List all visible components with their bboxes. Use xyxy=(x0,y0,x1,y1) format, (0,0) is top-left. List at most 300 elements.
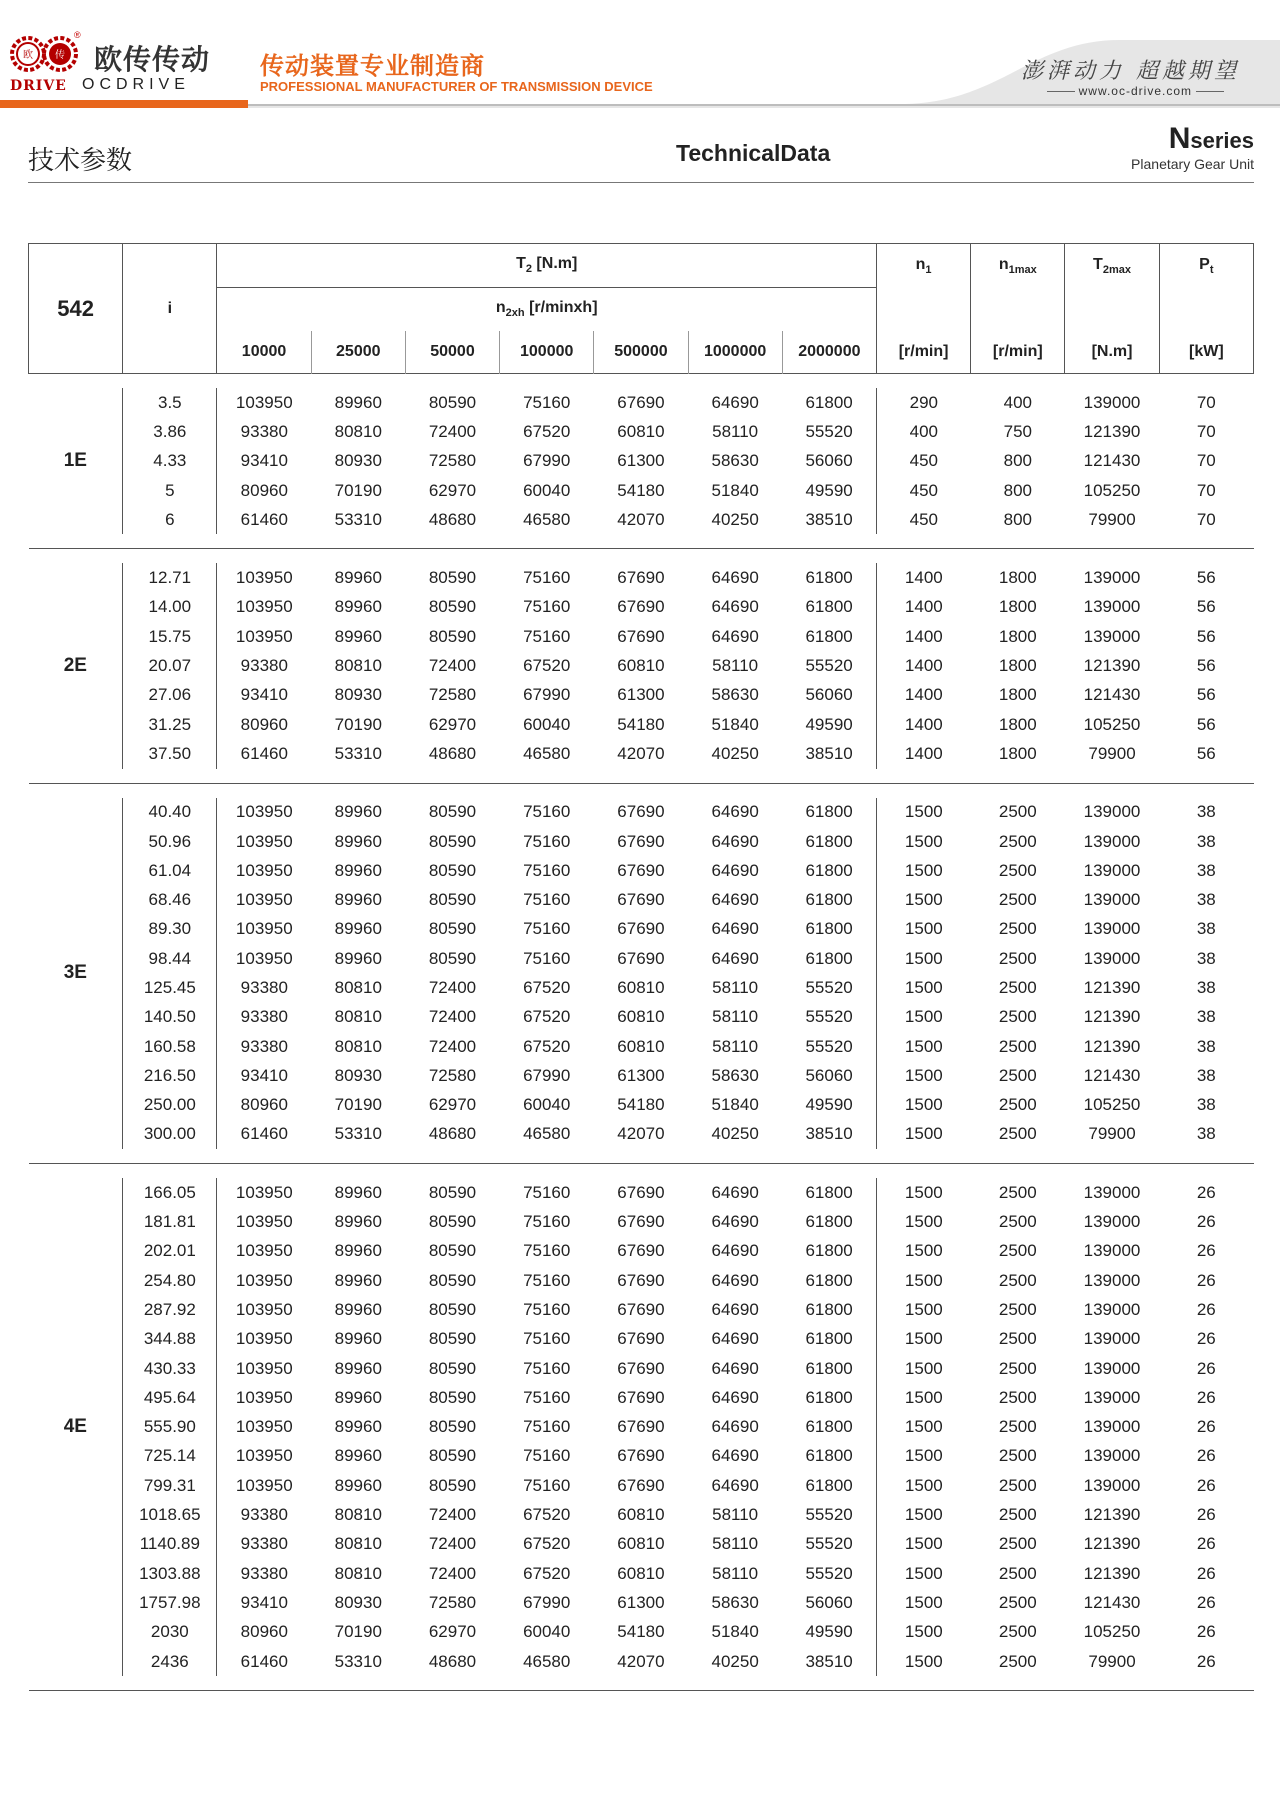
torque-cell: 62970 xyxy=(428,1095,477,1115)
table-row xyxy=(29,1559,1254,1588)
table-row xyxy=(29,447,1254,476)
pt-subscript: t xyxy=(1209,263,1214,276)
ratio-cell: 140.50 xyxy=(123,1003,217,1032)
spec-cell: 1500 xyxy=(876,1442,970,1471)
n2-subscript: 2xh xyxy=(505,307,525,320)
n1-unit: [r/min] xyxy=(876,331,970,374)
ratio-cell: 15.75 xyxy=(123,622,217,651)
torque-cell: 56060 xyxy=(805,451,853,471)
torque-cell: 64690 xyxy=(711,1358,759,1378)
torque-cell: 89960 xyxy=(334,1417,382,1437)
torque-cell: 75160 xyxy=(523,1299,571,1319)
torque-cell: 40250 xyxy=(711,743,759,763)
torque-cell: 55520 xyxy=(805,1534,853,1554)
ratio-cell: 3.86 xyxy=(123,417,217,446)
torque-cell: 58630 xyxy=(711,1065,759,1085)
spec-cell: 56 xyxy=(1196,656,1216,676)
spec-cell: 26 xyxy=(1196,1505,1216,1525)
torque-cell: 75160 xyxy=(523,626,571,646)
torque-cell: 93380 xyxy=(217,1032,311,1061)
table-row xyxy=(29,1588,1254,1617)
torque-cell: 67690 xyxy=(617,568,665,588)
spec-cell: 139000 xyxy=(1083,1329,1141,1349)
spec-cell: 1500 xyxy=(876,915,970,944)
torque-cell: 89960 xyxy=(334,392,382,412)
torque-cell: 80590 xyxy=(428,1241,477,1261)
ratio-cell: 5 xyxy=(123,476,217,505)
table-row xyxy=(29,1032,1254,1061)
stage-label: 2E xyxy=(63,655,87,677)
spec-cell: 38 xyxy=(1196,1036,1216,1056)
technical-data-table xyxy=(28,243,1254,1691)
torque-cell: 103950 xyxy=(217,885,311,914)
torque-cell: 67690 xyxy=(617,1475,665,1495)
ratio-cell: 89.30 xyxy=(123,915,217,944)
spec-cell: 2500 xyxy=(998,1651,1037,1671)
torque-cell: 93410 xyxy=(217,681,311,710)
torque-cell: 42070 xyxy=(617,1651,665,1671)
spec-cell: 56 xyxy=(1196,597,1216,617)
spec-cell: 1800 xyxy=(998,685,1037,705)
hours-header-1000000: 1000000 xyxy=(688,331,782,374)
torque-cell: 75160 xyxy=(523,1446,571,1466)
ratio-cell: 2436 xyxy=(123,1647,217,1676)
ratio-cell: 160.58 xyxy=(123,1032,217,1061)
torque-cell: 64690 xyxy=(711,1212,759,1232)
spec-cell: 1400 xyxy=(876,563,970,592)
spec-cell: 70 xyxy=(1196,421,1216,441)
ratio-cell: 495.64 xyxy=(123,1383,217,1412)
torque-cell: 72400 xyxy=(428,421,477,441)
torque-cell: 61800 xyxy=(805,1182,853,1202)
spec-cell: 1500 xyxy=(876,798,970,827)
spec-cell: 79900 xyxy=(1088,743,1136,763)
tagline-chinese: 传动装置专业制造商 xyxy=(260,52,485,80)
hours-header-10000: 10000 xyxy=(217,331,311,374)
spec-cell: 79900 xyxy=(1088,1651,1136,1671)
spec-cell: 1500 xyxy=(876,944,970,973)
torque-cell: 38510 xyxy=(805,1651,853,1671)
torque-cell: 67990 xyxy=(523,1065,571,1085)
table-row xyxy=(29,681,1254,710)
torque-cell: 103950 xyxy=(217,1178,311,1207)
spec-cell: 139000 xyxy=(1083,1446,1141,1466)
torque-cell: 89960 xyxy=(334,919,382,939)
spec-cell: 121390 xyxy=(1083,1036,1141,1056)
torque-cell: 80810 xyxy=(334,421,382,441)
title-divider xyxy=(28,182,1254,183)
table-row xyxy=(29,622,1254,651)
torque-cell: 60810 xyxy=(617,1007,665,1027)
spec-cell: 121430 xyxy=(1083,451,1141,471)
spec-cell: 139000 xyxy=(1083,802,1141,822)
torque-cell: 67690 xyxy=(617,802,665,822)
spec-cell: 56 xyxy=(1196,743,1216,763)
torque-cell: 55520 xyxy=(805,1007,853,1027)
torque-cell: 89960 xyxy=(334,1475,382,1495)
torque-cell: 60040 xyxy=(523,480,571,500)
torque-cell: 72580 xyxy=(428,1065,477,1085)
website-link[interactable]: www.oc-drive.com xyxy=(1043,84,1228,98)
ratio-cell: 344.88 xyxy=(123,1325,217,1354)
torque-cell: 103950 xyxy=(217,915,311,944)
ratio-cell: 1757.98 xyxy=(123,1588,217,1617)
torque-cell: 75160 xyxy=(523,890,571,910)
torque-cell: 60810 xyxy=(617,1036,665,1056)
spec-cell: 26 xyxy=(1196,1475,1216,1495)
torque-cell: 80960 xyxy=(217,476,311,505)
torque-cell: 56060 xyxy=(805,1065,853,1085)
torque-cell: 61800 xyxy=(805,1387,853,1407)
spec-cell: 1500 xyxy=(876,856,970,885)
torque-cell: 67690 xyxy=(617,597,665,617)
torque-cell: 103950 xyxy=(217,1207,311,1236)
torque-cell: 53310 xyxy=(334,1124,382,1144)
torque-cell: 67520 xyxy=(523,1036,571,1056)
torque-cell: 80810 xyxy=(334,977,382,997)
spec-cell: 2500 xyxy=(998,831,1037,851)
torque-cell: 67690 xyxy=(617,1387,665,1407)
ratio-cell: 68.46 xyxy=(123,885,217,914)
torque-cell: 75160 xyxy=(523,1212,571,1232)
spec-cell: 38 xyxy=(1196,802,1216,822)
torque-cell: 80590 xyxy=(428,802,477,822)
torque-cell: 64690 xyxy=(711,1299,759,1319)
spec-cell: 2500 xyxy=(998,802,1037,822)
torque-cell: 89960 xyxy=(334,831,382,851)
torque-cell: 72400 xyxy=(428,656,477,676)
torque-cell: 75160 xyxy=(523,1270,571,1290)
torque-cell: 54180 xyxy=(617,1622,665,1642)
table-row xyxy=(29,563,1254,592)
spec-cell: 26 xyxy=(1196,1417,1216,1437)
series-subtitle: Planetary Gear Unit xyxy=(1131,156,1254,172)
torque-cell: 67990 xyxy=(523,685,571,705)
spec-cell: 2500 xyxy=(998,919,1037,939)
t2-subscript: 2 xyxy=(525,263,532,276)
torque-cell: 103950 xyxy=(217,1413,311,1442)
table-row xyxy=(29,1003,1254,1032)
torque-cell: 67690 xyxy=(617,860,665,880)
torque-cell: 93380 xyxy=(217,651,311,680)
torque-cell: 60040 xyxy=(523,714,571,734)
torque-cell: 89960 xyxy=(334,1329,382,1349)
spec-cell: 1500 xyxy=(876,1091,970,1120)
torque-cell: 61460 xyxy=(217,739,311,768)
tagline-english: PROFESSIONAL MANUFACTURER OF TRANSMISSION DEVICE xyxy=(260,79,653,94)
spec-cell: 2500 xyxy=(998,1446,1037,1466)
torque-cell: 93380 xyxy=(217,1530,311,1559)
spec-cell: 121390 xyxy=(1083,1007,1141,1027)
torque-cell: 64690 xyxy=(711,1270,759,1290)
torque-cell: 61800 xyxy=(805,831,853,851)
spec-cell: 139000 xyxy=(1083,597,1141,617)
torque-cell: 103950 xyxy=(217,827,311,856)
spec-cell: 38 xyxy=(1196,831,1216,851)
group-gap xyxy=(29,549,1254,563)
ratio-cell: 1018.65 xyxy=(123,1500,217,1529)
spec-cell: 26 xyxy=(1196,1270,1216,1290)
torque-cell: 55520 xyxy=(805,1036,853,1056)
spec-cell: 2500 xyxy=(998,1270,1037,1290)
torque-cell: 67690 xyxy=(617,1212,665,1232)
torque-cell: 61460 xyxy=(217,505,311,534)
spec-cell: 70 xyxy=(1196,451,1216,471)
spec-cell: 2500 xyxy=(998,1065,1037,1085)
torque-cell: 80590 xyxy=(428,1182,477,1202)
table-body xyxy=(29,374,1254,1691)
torque-cell: 61800 xyxy=(805,948,853,968)
logo-brand: DRIVE xyxy=(10,78,67,94)
torque-cell: 55520 xyxy=(805,1505,853,1525)
n1-subscript: 1 xyxy=(925,263,932,276)
registered-mark: ® xyxy=(74,30,81,40)
torque-cell: 67520 xyxy=(523,1505,571,1525)
torque-cell: 80590 xyxy=(428,1446,477,1466)
spec-cell: 56 xyxy=(1196,626,1216,646)
torque-cell: 67690 xyxy=(617,392,665,412)
spec-cell: 121390 xyxy=(1083,1534,1141,1554)
n1-spacer xyxy=(876,288,970,332)
torque-cell: 80590 xyxy=(428,831,477,851)
spec-cell: 26 xyxy=(1196,1358,1216,1378)
spec-cell: 2500 xyxy=(998,1036,1037,1056)
torque-cell: 61800 xyxy=(805,1417,853,1437)
ratio-cell: 287.92 xyxy=(123,1295,217,1324)
hours-header-500000: 500000 xyxy=(594,331,688,374)
spec-cell: 1400 xyxy=(876,593,970,622)
page-title-chinese: 技术参数 xyxy=(28,146,133,176)
torque-cell: 67690 xyxy=(617,948,665,968)
spec-cell: 2500 xyxy=(998,1534,1037,1554)
torque-cell: 61300 xyxy=(617,685,665,705)
torque-cell: 89960 xyxy=(334,890,382,910)
spec-cell: 26 xyxy=(1196,1534,1216,1554)
torque-cell: 40250 xyxy=(711,1651,759,1671)
torque-cell: 61800 xyxy=(805,860,853,880)
torque-cell: 64690 xyxy=(711,1329,759,1349)
torque-cell: 64690 xyxy=(711,392,759,412)
spec-cell: 1500 xyxy=(876,1354,970,1383)
spec-cell: 1500 xyxy=(876,1383,970,1412)
spec-cell: 26 xyxy=(1196,1182,1216,1202)
ratio-cell: 202.01 xyxy=(123,1237,217,1266)
torque-cell: 89960 xyxy=(334,802,382,822)
pt-unit: [kW] xyxy=(1159,331,1253,374)
table-row xyxy=(29,885,1254,914)
table-row xyxy=(29,973,1254,1002)
torque-cell: 103950 xyxy=(217,1471,311,1500)
torque-cell: 75160 xyxy=(523,1475,571,1495)
torque-cell: 80590 xyxy=(428,1417,477,1437)
ratio-cell: 725.14 xyxy=(123,1442,217,1471)
ratio-cell: 27.06 xyxy=(123,681,217,710)
table-row xyxy=(29,827,1254,856)
torque-cell: 75160 xyxy=(523,1241,571,1261)
torque-cell: 61300 xyxy=(617,451,665,471)
table-row xyxy=(29,505,1254,534)
torque-cell: 64690 xyxy=(711,1475,759,1495)
torque-cell: 58110 xyxy=(712,1534,759,1554)
spec-cell: 70 xyxy=(1196,509,1216,529)
table-row xyxy=(29,1091,1254,1120)
company-logo[interactable] xyxy=(10,32,210,94)
torque-cell: 61800 xyxy=(805,1270,853,1290)
spec-cell: 105250 xyxy=(1083,480,1141,500)
spec-cell: 26 xyxy=(1196,1592,1216,1612)
torque-cell: 64690 xyxy=(711,890,759,910)
ratio-cell: 181.81 xyxy=(123,1207,217,1236)
torque-cell: 62970 xyxy=(428,480,477,500)
spec-cell: 1500 xyxy=(876,1266,970,1295)
group-gap xyxy=(29,769,1254,784)
pt-symbol: P xyxy=(1199,255,1210,273)
spec-cell: 2500 xyxy=(998,1358,1037,1378)
torque-cell: 58110 xyxy=(712,1563,759,1583)
torque-cell: 80590 xyxy=(428,1475,477,1495)
spec-cell: 1500 xyxy=(876,885,970,914)
group-gap xyxy=(29,534,1254,549)
slogan: 澎湃动力 超越期望 xyxy=(1021,59,1240,84)
torque-cell: 75160 xyxy=(523,919,571,939)
table-row xyxy=(29,1295,1254,1324)
torque-cell: 89960 xyxy=(334,1182,382,1202)
torque-cell: 67690 xyxy=(617,1358,665,1378)
spec-cell: 2500 xyxy=(998,1182,1037,1202)
torque-cell: 89960 xyxy=(334,860,382,880)
torque-cell: 103950 xyxy=(217,388,311,417)
model-number: 542 xyxy=(57,295,94,321)
torque-cell: 103950 xyxy=(217,944,311,973)
hours-header-2000000: 2000000 xyxy=(782,331,876,374)
torque-cell: 64690 xyxy=(711,919,759,939)
torque-cell: 42070 xyxy=(617,743,665,763)
torque-cell: 64690 xyxy=(711,568,759,588)
table-row xyxy=(29,1413,1254,1442)
torque-cell: 75160 xyxy=(523,568,571,588)
spec-cell: 1500 xyxy=(876,973,970,1002)
spec-cell: 450 xyxy=(876,476,970,505)
logo-english-name: OCDRIVE xyxy=(82,76,190,93)
torque-cell: 89960 xyxy=(334,948,382,968)
torque-cell: 67690 xyxy=(617,1417,665,1437)
torque-cell: 48680 xyxy=(428,1124,477,1144)
torque-cell: 89960 xyxy=(334,1241,382,1261)
torque-cell: 80960 xyxy=(217,710,311,739)
torque-cell: 89960 xyxy=(334,1270,382,1290)
torque-cell: 64690 xyxy=(711,597,759,617)
group-gap xyxy=(29,1676,1254,1691)
torque-cell: 58630 xyxy=(711,1592,759,1612)
ratio-cell: 61.04 xyxy=(123,856,217,885)
torque-cell: 64690 xyxy=(711,948,759,968)
spec-cell: 26 xyxy=(1196,1387,1216,1407)
torque-cell: 58110 xyxy=(712,1036,759,1056)
spec-cell: 1500 xyxy=(876,1178,970,1207)
spec-cell: 1400 xyxy=(876,710,970,739)
spec-cell: 1500 xyxy=(876,1295,970,1324)
ratio-cell: 254.80 xyxy=(123,1266,217,1295)
torque-cell: 55520 xyxy=(805,656,853,676)
spec-cell: 1500 xyxy=(876,1003,970,1032)
torque-cell: 64690 xyxy=(711,860,759,880)
torque-cell: 49590 xyxy=(805,1095,853,1115)
torque-cell: 38510 xyxy=(805,1124,853,1144)
torque-cell: 64690 xyxy=(711,1417,759,1437)
table-row xyxy=(29,1442,1254,1471)
torque-cell: 55520 xyxy=(805,1563,853,1583)
spec-cell: 1500 xyxy=(876,1559,970,1588)
n2-symbol: n xyxy=(495,299,506,317)
torque-cell: 80590 xyxy=(428,919,477,939)
spec-cell: 139000 xyxy=(1083,1241,1141,1261)
spec-cell: 26 xyxy=(1196,1446,1216,1466)
torque-cell: 67690 xyxy=(617,1329,665,1349)
n1-symbol: n xyxy=(915,255,926,273)
torque-cell: 58110 xyxy=(712,421,759,441)
torque-cell: 56060 xyxy=(805,1592,853,1612)
torque-cell: 75160 xyxy=(523,1358,571,1378)
spec-cell: 121430 xyxy=(1083,1592,1141,1612)
spec-cell: 2500 xyxy=(998,1299,1037,1319)
torque-cell: 80930 xyxy=(334,451,382,471)
torque-cell: 80810 xyxy=(334,1007,382,1027)
torque-cell: 51840 xyxy=(711,714,759,734)
torque-cell: 60810 xyxy=(617,977,665,997)
table-row xyxy=(29,1383,1254,1412)
torque-cell: 103950 xyxy=(217,1442,311,1471)
spec-cell: 1500 xyxy=(876,1500,970,1529)
torque-cell: 58630 xyxy=(711,685,759,705)
torque-cell: 75160 xyxy=(523,1387,571,1407)
torque-cell: 80590 xyxy=(428,1358,477,1378)
spec-cell: 2500 xyxy=(998,1622,1037,1642)
torque-cell: 61800 xyxy=(805,802,853,822)
torque-cell: 103950 xyxy=(217,1325,311,1354)
pt-header xyxy=(1159,244,1253,288)
n1max-symbol: n xyxy=(998,255,1009,273)
torque-cell: 103950 xyxy=(217,563,311,592)
torque-cell: 67990 xyxy=(523,451,571,471)
spec-cell: 1800 xyxy=(998,597,1037,617)
torque-cell: 53310 xyxy=(334,1651,382,1671)
torque-cell: 64690 xyxy=(711,626,759,646)
torque-cell: 67690 xyxy=(617,1299,665,1319)
n2-header xyxy=(217,288,877,332)
torque-cell: 54180 xyxy=(617,480,665,500)
torque-cell: 75160 xyxy=(523,392,571,412)
table-row xyxy=(29,1530,1254,1559)
torque-cell: 61300 xyxy=(617,1065,665,1085)
torque-cell: 70190 xyxy=(334,480,382,500)
torque-cell: 93410 xyxy=(217,1061,311,1090)
spec-cell: 2500 xyxy=(998,1475,1037,1495)
spec-cell: 139000 xyxy=(1083,1475,1141,1495)
torque-cell: 80930 xyxy=(334,1592,382,1612)
ratio-cell: 1303.88 xyxy=(123,1559,217,1588)
torque-cell: 58630 xyxy=(711,451,759,471)
spec-cell: 56 xyxy=(1196,568,1216,588)
torque-cell: 67520 xyxy=(523,1534,571,1554)
torque-cell: 89960 xyxy=(334,568,382,588)
ratio-cell: 166.05 xyxy=(123,1178,217,1207)
table-row xyxy=(29,1500,1254,1529)
spec-cell: 139000 xyxy=(1083,1387,1141,1407)
torque-cell: 53310 xyxy=(334,743,382,763)
torque-cell: 48680 xyxy=(428,743,477,763)
torque-cell: 67520 xyxy=(523,656,571,676)
t2max-unit: [N.m] xyxy=(1065,331,1159,374)
